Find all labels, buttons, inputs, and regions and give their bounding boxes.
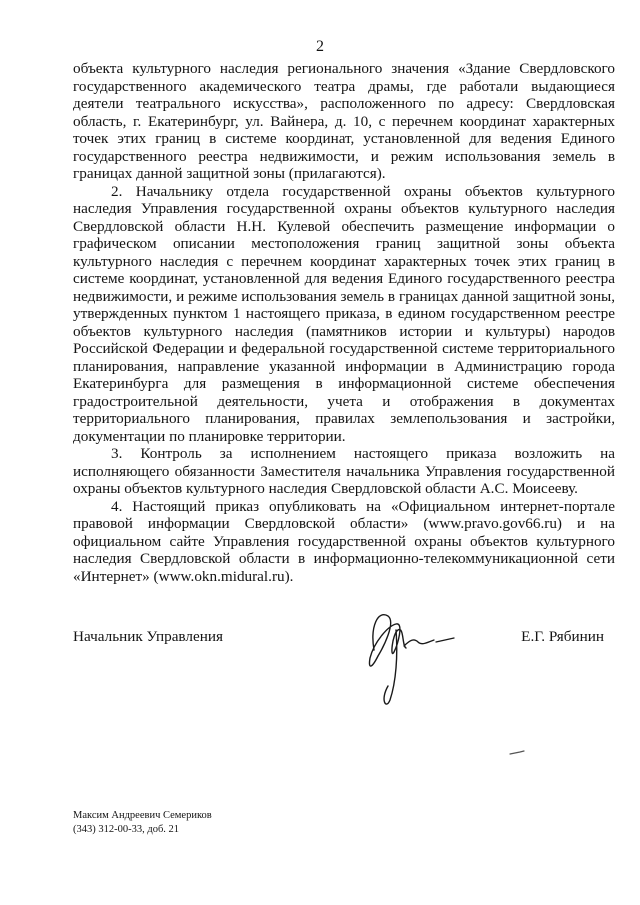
paragraph-item-4: 4. Настоящий приказ опубликовать на «Официальном интернет-портале правовой информации Свердловской области» (www.pravo.gov66.ru) и на официальном сайте Управления государственной охраны объектов культурного наследия Свердловской области в информационно-телекоммуникационной сети «Интернет» (www.okn.midural.ru). [73,497,615,585]
executor-name: Максим Андреевич Семериков [73,810,212,821]
paragraph-item-3: 3. Контроль за исполнением настоящего приказа возложить на исполняющего обязанности Заместителя начальника Управления государственной охраны объектов культурного наследия Свердловской области А.С. Моисееву. [73,445,615,497]
page-number: 2 [316,38,324,55]
ink-speck [508,748,528,758]
executor-phone: (343) 312-00-33, доб. 21 [73,824,180,835]
signature-block [73,628,615,648]
signatory-name: Е.Г. Рябинин [521,628,604,645]
executor-info [73,809,212,837]
document-body [73,60,615,585]
signatory-position: Начальник Управления [73,628,223,645]
handwritten-signature [348,596,468,716]
paragraph-continuation: объекта культурного наследия регионального значения «Здание Свердловского государственного академического театра драмы, где работали выдающиеся деятели театрального искусства», расположенного по адресу: Свердловская область, г. Екатеринбург, ул. Вайнера, д. 10, с перечнем координат характерных точек этих границ в системе координат, установленной для ведения Единого государственного реестра недвижимости, и режим использования земель в границах данной защитной зоны (прилагаются). [73,60,615,182]
paragraph-item-2: 2. Начальнику отдела государственной охраны объектов культурного наследия Управления государственной охраны объектов культурного наследия Свердловской области Н.Н. Кулевой обеспечить размещение информации о графическом описании местоположения границ защитной зоны объекта культурного наследия с перечнем координат характерных точек этих границ в системе координат, установленной для ведения Единого государственного реестра недвижимости, и режиме использования земель в границах данной защитной зоны, утвержденных пунктом 1 настоящего приказа, в едином государственном реестре объектов культурного наследия (памятников истории и культуры) народов Российской Федерации и федеральной государственной системе территориального планирования, направление указанной информации в Администрацию города Екатеринбурга для размещения в информационной системе обеспечения градостроительной деятельности, учета и отображения в документах территориального планирования, правилах землепользования и застройки, документации по планировке территории. [73,182,615,445]
